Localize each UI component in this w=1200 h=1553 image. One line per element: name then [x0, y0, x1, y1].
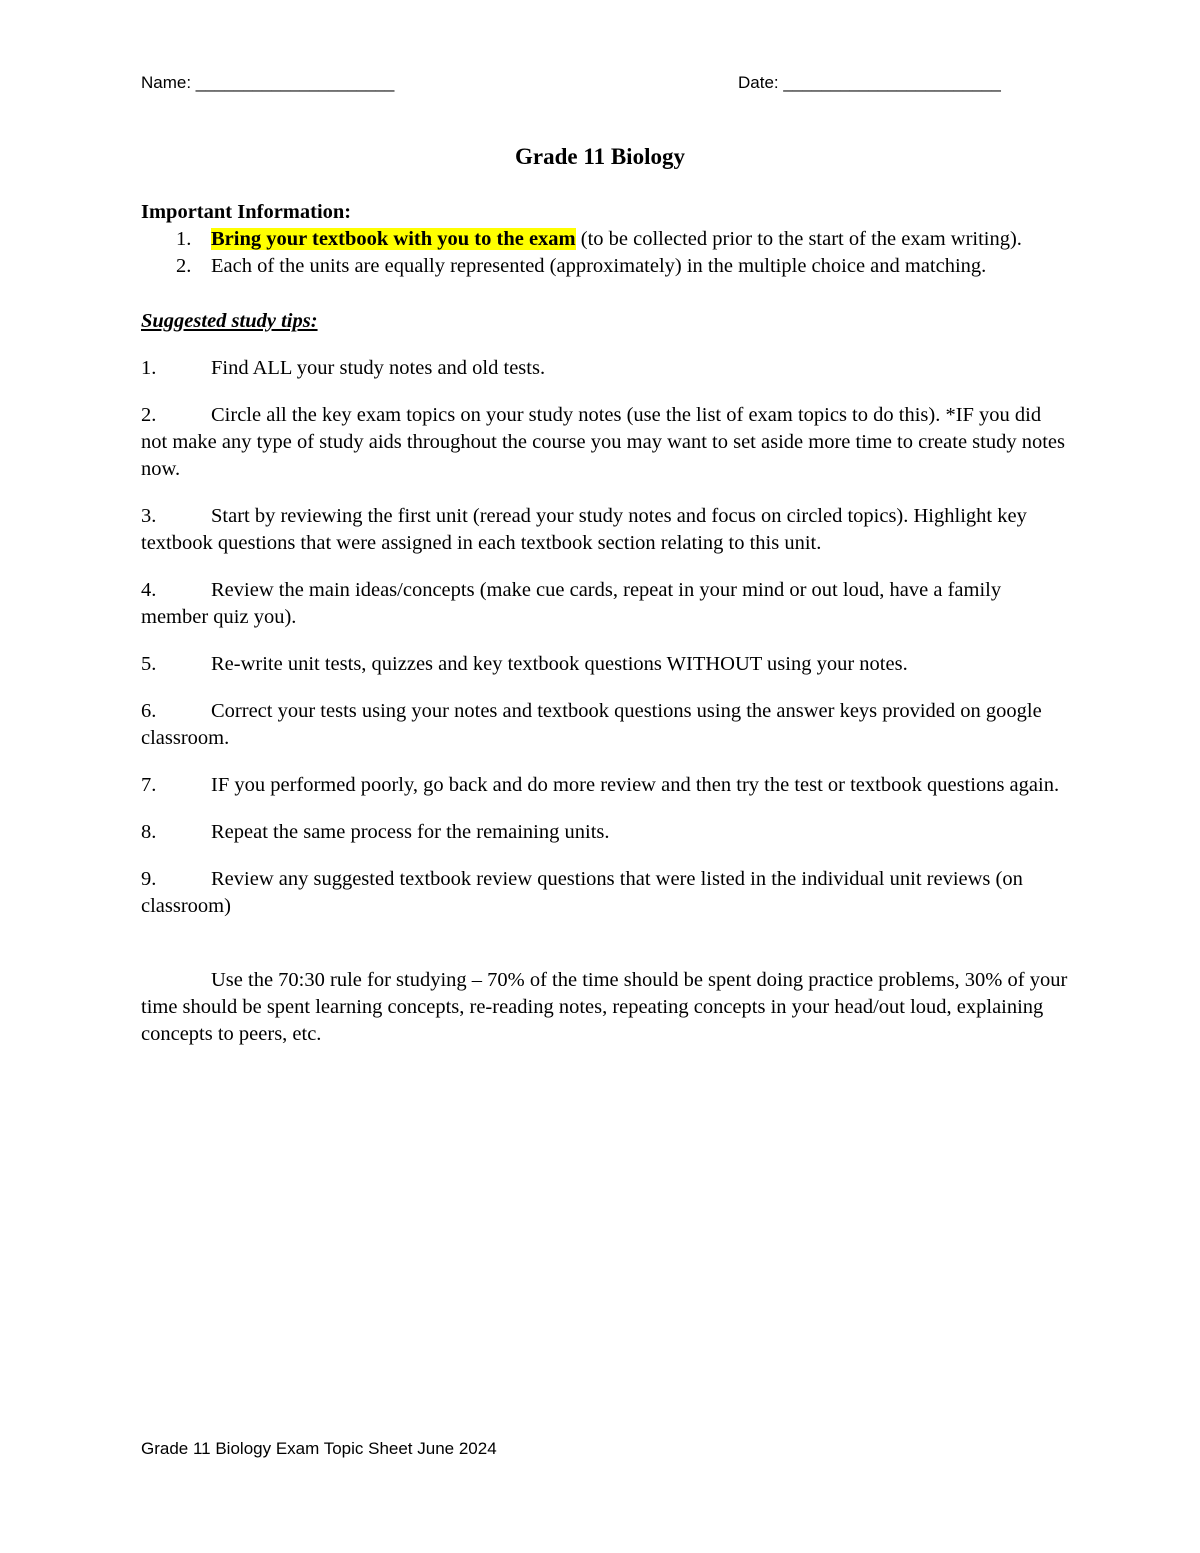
tip-number: 3.	[141, 505, 157, 527]
tip-number: 7.	[141, 774, 157, 796]
tip-text: Repeat the same process for the remaining units.	[211, 821, 610, 843]
study-tip	[141, 577, 1071, 631]
study-tip	[141, 698, 1071, 752]
name-field: Name: _____________________	[141, 73, 395, 92]
tip-text: Review any suggested textbook review questions that were listed in the individual unit reviews (on classroom)	[141, 868, 1023, 917]
tip-text: IF you performed poorly, go back and do more review and then try the test or textbook questions again.	[211, 774, 1060, 796]
important-info-item	[141, 226, 1071, 253]
info-item-text: (to be collected prior to the start of the exam writing).	[575, 228, 1022, 250]
highlighted-text: Bring your textbook with you to the exam	[211, 228, 576, 250]
tip-text: Circle all the key exam topics on your study notes (use the list of exam topics to do this). *IF you did not make any type of study aids throughout the course you may want to set aside more time to create study notes now.	[141, 404, 1065, 480]
study-rule-paragraph: Use the 70:30 rule for studying – 70% of the time should be spent doing practice problems, 30% of your time should be spent learning concepts, re-reading notes, repeating concepts in your head/out loud, explaining concepts to peers, etc.	[141, 969, 1068, 1045]
tip-number: 9.	[141, 868, 157, 890]
tip-text: Correct your tests using your notes and textbook questions using the answer keys provided on google classroom.	[141, 700, 1042, 749]
study-tip	[141, 819, 1071, 846]
tip-number: 8.	[141, 821, 157, 843]
tip-text: Re-write unit tests, quizzes and key textbook questions WITHOUT using your notes.	[211, 653, 908, 675]
tip-number: 1.	[141, 357, 157, 379]
tip-text: Find ALL your study notes and old tests.	[211, 357, 546, 379]
important-info-heading: Important Information:	[141, 201, 352, 223]
tip-number: 4.	[141, 579, 157, 601]
page-title: Grade 11 Biology	[515, 144, 685, 169]
study-tip	[141, 866, 1071, 920]
important-info-item	[141, 253, 1071, 280]
tip-text: Review the main ideas/concepts (make cue cards, repeat in your mind or out loud, have a family member quiz you).	[141, 579, 1002, 628]
study-tips-list	[141, 355, 1071, 920]
list-number: 2.	[176, 255, 192, 277]
study-tip	[141, 503, 1071, 557]
study-tip	[141, 772, 1071, 799]
document-body	[141, 199, 1071, 1069]
study-tip	[141, 402, 1071, 483]
tip-number: 2.	[141, 404, 157, 426]
tip-number: 6.	[141, 700, 157, 722]
date-field: Date: _______________________	[738, 73, 1001, 92]
study-tips-heading: Suggested study tips:	[141, 310, 318, 332]
study-tip	[141, 651, 1071, 678]
tip-number: 5.	[141, 653, 157, 675]
tip-text: Start by reviewing the first unit (reread your study notes and focus on circled topics). Highlight key textbook questions that were assigned in each textbook section relating to this unit.	[141, 505, 1027, 554]
page-footer: Grade 11 Biology Exam Topic Sheet June 2024	[141, 1439, 497, 1458]
info-item-text: Each of the units are equally represented (approximately) in the multiple choice and matching.	[211, 255, 987, 277]
study-tip	[141, 355, 1071, 382]
list-number: 1.	[176, 228, 192, 250]
important-info-list	[141, 226, 1071, 280]
